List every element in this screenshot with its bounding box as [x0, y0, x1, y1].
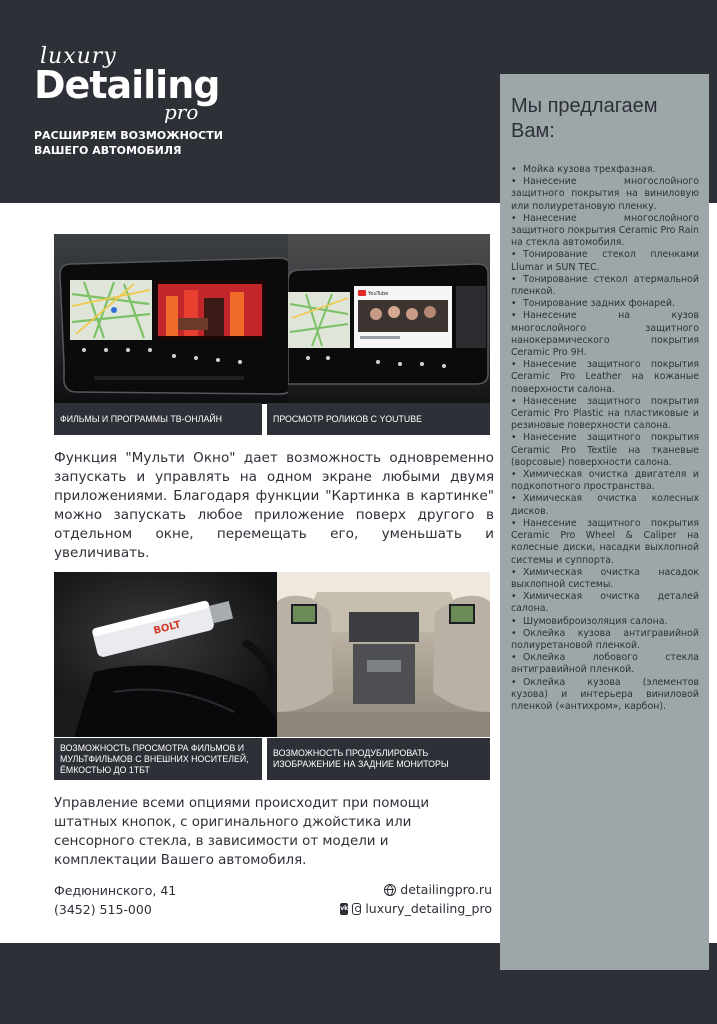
logo-detailing-text: Detailing [34, 63, 220, 107]
tagline-line-2: ВАШЕГО АВТОМОБИЛЯ [34, 144, 182, 157]
website-link[interactable]: detailingpro.ru [400, 882, 492, 897]
offer-item: • Нанесение защитного покрытия Ceramic Pro Leather на кожаные поверхности салона. [511, 359, 699, 396]
controls-description: Управление всеми опциями происходит при помощи штатных кнопок, с оригинального джойстика или сенсорного стекла, в зависимости от модели и комплектации Вашего автомобиля. [54, 796, 430, 868]
youtube-logo-text: YouTube [368, 291, 389, 297]
instagram-icon [352, 903, 361, 915]
vk-icon: vk [340, 903, 348, 915]
logo-luxury-text: luxury [40, 44, 117, 69]
usb-drive-illustration [54, 572, 292, 737]
offer-item: • Нанесение многослойного защитного покрытия Ceramic Pro Rain на стекла автомобиля. [511, 213, 699, 250]
offer-item: • Нанесение на кузов многослойного защитного нанокерамического покрытия Ceramic Pro 9H. [511, 310, 699, 359]
offer-item: • Химическая очистка колесных дисков. [511, 493, 699, 517]
photo-usb-drive [54, 572, 292, 737]
usb-brand-text: BOLT [152, 619, 183, 637]
address-block [54, 881, 176, 919]
tagline [34, 128, 254, 158]
address-street: Федюнинского, 41 [54, 883, 177, 898]
social-handle[interactable]: luxury_detailing_pro [365, 901, 492, 916]
offer-item: • Оклейка кузова (элементов кузова) и интерьера виниловой пленкой («антихром», карбон). [511, 677, 699, 714]
offer-panel [500, 74, 709, 970]
website-row [340, 880, 492, 899]
offer-item: • Химическая очистка насадок выхлопной системы. [511, 567, 699, 591]
offer-item: • Химическая очистка деталей салона. [511, 591, 699, 615]
caption-monitors: ВОЗМОЖНОСТЬ ПРОДУБЛИРОВАТЬ ИЗОБРАЖЕНИЕ НА ЗАДНИЕ МОНИТОРЫ [267, 738, 490, 780]
offer-item: • Шумовиброизоляция салона. [511, 616, 699, 628]
offer-item: • Нанесение защитного покрытия Ceramic Pro Wheel & Caliper на колесные диски, насадки выхлопной системы и суппорта. [511, 518, 699, 567]
offer-item: • Оклейка кузова антигравийной полиуретановой пленкой. [511, 628, 699, 652]
offer-title: Мы предлагаем Вам: [511, 95, 658, 142]
youtube-screen-illustration [288, 234, 490, 404]
offer-item: • Мойка кузова трехфазная. [511, 164, 699, 176]
caption-usb: ВОЗМОЖНОСТЬ ПРОСМОТРА ФИЛЬМОВ И МУЛЬТФИЛЬМОВ С ВНЕШНИХ НОСИТЕЛЕЙ, ЁМКОСТЬЮ ДО 1ТБТ [54, 738, 262, 780]
social-row [340, 899, 492, 918]
contacts-block [340, 880, 492, 918]
logo-pro-text: pro [164, 100, 199, 124]
offer-list [511, 164, 699, 713]
offer-item: • Нанесение защитного покрытия Ceramic Pro Plastic на пластиковые и резиновые поверхности салона. [511, 396, 699, 433]
caption-films: ФИЛЬМЫ И ПРОГРАММЫ ТВ-ОНЛАЙН [54, 403, 262, 435]
rear-monitors-illustration [277, 572, 490, 737]
films-screen-illustration [54, 234, 292, 404]
address-phone[interactable]: (3452) 515-000 [54, 902, 152, 917]
offer-item: • Нанесение защитного покрытия Ceramic Pro Textile на тканевые (ворсовые) поверхности салона. [511, 432, 699, 469]
offer-item: • Нанесение многослойного защитного покрытия на виниловую или полиуретановую пленку. [511, 176, 699, 213]
offer-item: • Тонирование стекол пленками Llumar и SUN TEC. [511, 249, 699, 273]
photo-rear-monitors [277, 572, 490, 737]
globe-icon [384, 884, 396, 896]
offer-item: • Тонирование задних фонарей. [511, 298, 699, 310]
tagline-line-1: РАСШИРЯЕМ ВОЗМОЖНОСТИ [34, 129, 223, 142]
photo-youtube-screen [288, 234, 490, 404]
multiwindow-description: Функция "Мульти Окно" дает возможность одновременно запускать и управлять на одном экране любыми двумя приложениями. Благодаря функции "Картинка в картинке" можно запускать любое приложение поверх другого в отдельном окне, перемещать его, уменьшать и увеличивать. [54, 450, 494, 561]
caption-youtube: ПРОСМОТР РОЛИКОВ С YOUTUBE [267, 403, 490, 435]
brand-logo [34, 40, 234, 130]
photo-films-screen [54, 234, 292, 404]
offer-item: • Оклейка лобового стекла антигравийной пленкой. [511, 652, 699, 676]
offer-item: • Тонирование стекол атермальной пленкой. [511, 274, 699, 298]
offer-item: • Химическая очистка двигателя и подкопотного пространства. [511, 469, 699, 493]
